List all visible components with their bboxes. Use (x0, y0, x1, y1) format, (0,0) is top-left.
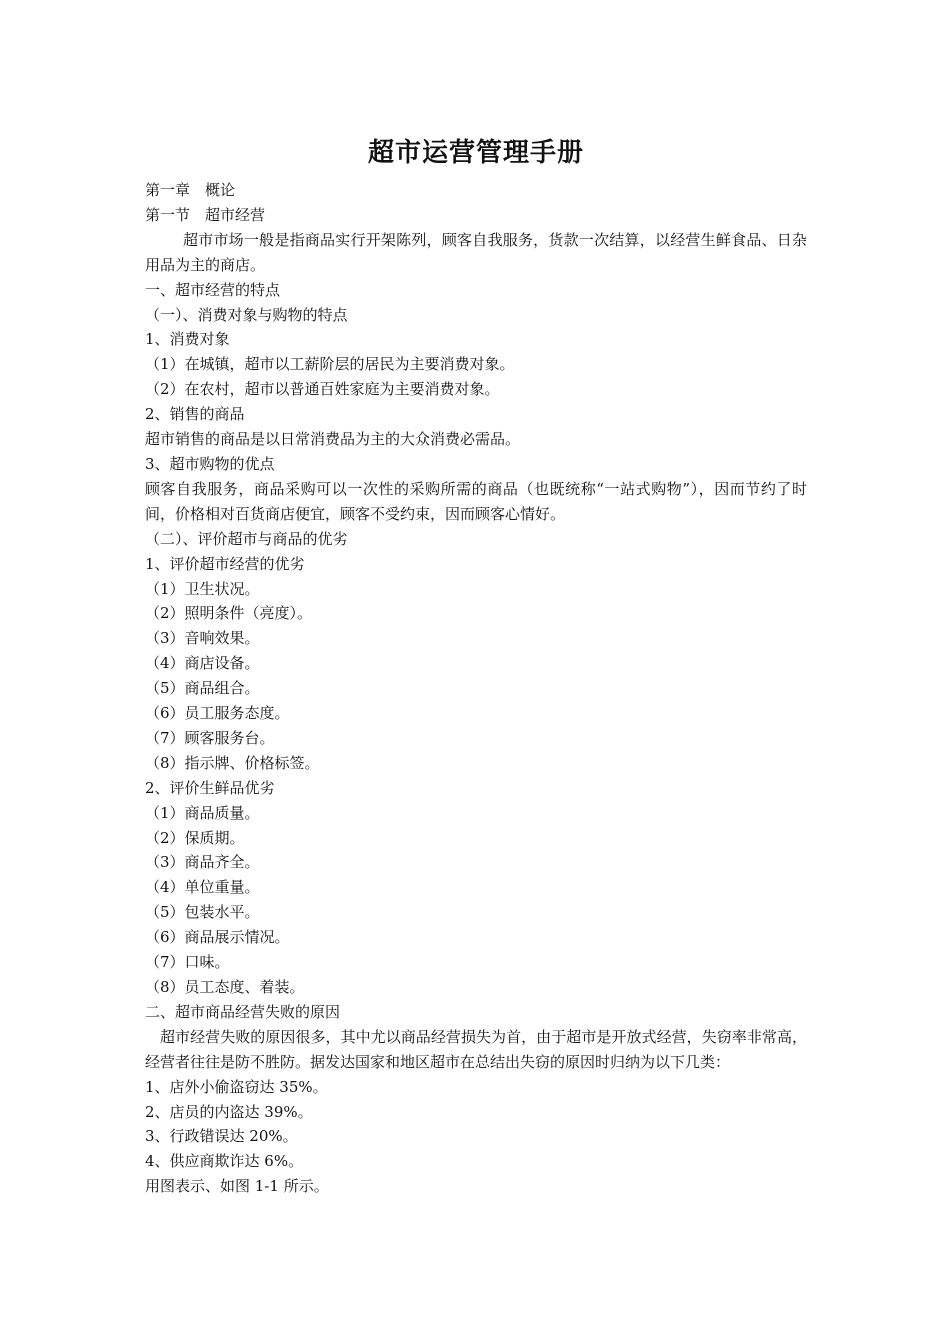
heading-eval-store: 1、评价超市经营的优劣 (145, 554, 305, 573)
chapter-heading: 第一章 概论 (145, 181, 236, 199)
list-item: （7）顾客服务台。 (145, 728, 275, 747)
heading-advantages: 3、超市购物的优点 (145, 454, 275, 473)
list-item: （4）单位重量。 (145, 878, 260, 897)
list-item: （4）商店设备。 (145, 654, 260, 673)
figure-reference: 用图表示、如图 1-1 所示。 (145, 1177, 329, 1196)
heading-consumers: （一）、消费对象与购物的特点 (145, 305, 348, 324)
advantages-paragraph: 顾客自我服务，商品采购可以一次性的采购所需的商品（也既统称“一站式购物”），因而节约了时间，价格相对百货商店便宜，顾客不受约束，因而顾客心情好。 (145, 479, 807, 523)
list-item: （5）商品组合。 (145, 679, 260, 698)
heading-failure: 二、超市商品经营失败的原因 (145, 1002, 341, 1021)
goods-paragraph: 超市销售的商品是以日常消费品为主的大众消费必需品。 (145, 430, 521, 449)
list-item: （1）卫生状况。 (145, 579, 260, 598)
list-item: （8）员工态度、着装。 (145, 978, 305, 996)
document-title: 超市运营管理手册 (367, 138, 584, 168)
list-item: （7）口味。 (145, 953, 230, 972)
list-item: 1、店外小偷盗窃达 35%。 (145, 1077, 328, 1096)
heading-features: 一、超市经营的特点 (145, 280, 281, 299)
heading-eval-fresh: 2、评价生鲜品优劣 (145, 778, 275, 797)
heading-targets: 1、消费对象 (145, 330, 230, 349)
list-item: （1）商品质量。 (145, 803, 260, 822)
list-item: （5）包装水平。 (145, 903, 260, 922)
list-item: （8）指示牌、价格标签。 (145, 753, 320, 772)
list-item: 3、行政错误达 20%。 (145, 1127, 298, 1146)
list-item: 4、供应商欺诈达 6%。 (145, 1152, 304, 1171)
list-item: （3）商品齐全。 (145, 853, 260, 872)
heading-evaluate: （二）、评价超市与商品的优劣 (145, 529, 348, 548)
list-item: （2）保质期。 (145, 828, 245, 847)
list-item: （2）在农村，超市以普通百姓家庭为主要消费对象。 (145, 380, 500, 399)
list-item: 2、店员的内盗达 39%。 (145, 1102, 313, 1121)
heading-goods: 2、销售的商品 (145, 405, 245, 424)
list-item: （2）照明条件（亮度）。 (145, 604, 313, 623)
intro-paragraph: 超市市场一般是指商品实行开架陈列，顾客自我服务，货款一次结算，以经营生鲜食品、日杂用品为主的商店。 (145, 230, 807, 274)
list-item: （3）音响效果。 (145, 629, 260, 648)
document-page (145, 132, 807, 1199)
list-item: （6）商品展示情况。 (145, 928, 290, 947)
section-heading: 第一节 超市经营 (145, 205, 266, 224)
list-item: （1）在城镇，超市以工薪阶层的居民为主要消费对象。 (145, 355, 515, 374)
failure-paragraph: 超市经营失败的原因很多，其中尤以商品经营损失为首，由于超市是开放式经营，失窃率非常高，经营者往往是防不胜防。据发达国家和地区超市在总结出失窃的原因时归纳为以下几类： (145, 1027, 807, 1071)
list-item: （6）员工服务态度。 (145, 704, 290, 723)
